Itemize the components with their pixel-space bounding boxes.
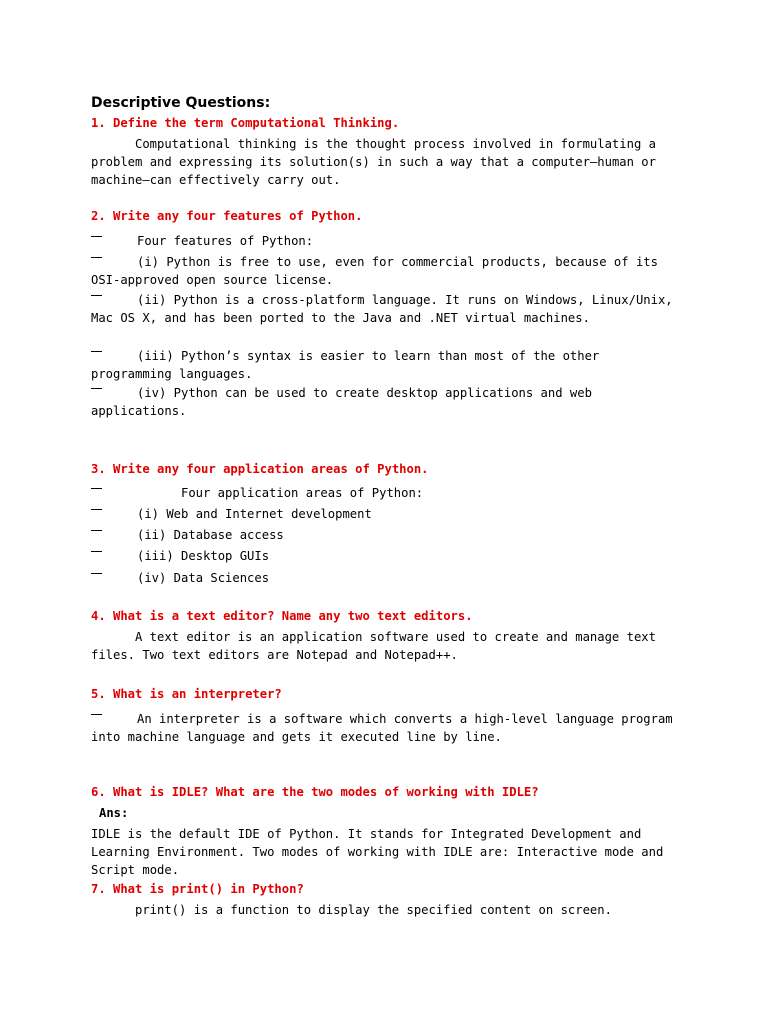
dash-icon	[91, 295, 102, 296]
q2-line-4-text: (iii) Python’s syntax is easier to learn than most of the other programming languages.	[91, 349, 607, 381]
dash-icon	[91, 530, 102, 531]
q2-line-1	[91, 232, 681, 250]
dash-icon	[91, 236, 102, 237]
dash-icon	[91, 551, 102, 552]
section-heading: Descriptive Questions:	[91, 95, 271, 111]
dash-icon	[91, 257, 102, 258]
answer-1-text: Computational thinking is the thought process involved in formulating a problem and expressing its solution(s) in such a way that a computer—human or machine—can effectively carry out.	[91, 137, 664, 187]
q3-line-5-text: (iv) Data Sciences	[137, 571, 270, 585]
q2-line-5-text: (iv) Python can be used to create desktop applications and web applications.	[91, 386, 600, 418]
q3-line-5	[91, 569, 681, 587]
answer-6: IDLE is the default IDE of Python. It stands for Integrated Development and Learning Environment. Two modes of working with IDLE are: Interactive mode and Script mode.	[91, 827, 671, 877]
question-1: 1. Define the term Computational Thinking.	[91, 116, 400, 130]
answer-5-text: An interpreter is a software which converts a high-level language program into machine language and gets it executed line by line.	[91, 712, 680, 744]
question-2: 2. Write any four features of Python.	[91, 209, 363, 223]
dash-icon	[91, 388, 102, 389]
question-3: 3. Write any four application areas of Python.	[91, 462, 429, 476]
q3-line-2-text: (i) Web and Internet development	[137, 507, 372, 521]
dash-icon	[91, 714, 102, 715]
question-6: 6. What is IDLE? What are the two modes of working with IDLE?	[91, 785, 539, 799]
q2-line-4	[91, 347, 681, 383]
q2-line-3-text: (ii) Python is a cross-platform language. It runs on Windows, Linux/Unix, Mac OS X, and has been ported to the Java and .NET virtual machines.	[91, 293, 680, 325]
q2-line-2-text: (i) Python is free to use, even for commercial products, because of its OSI-approved open source license.	[91, 255, 666, 287]
q3-line-4	[91, 547, 681, 565]
question-5: 5. What is an interpreter?	[91, 687, 282, 701]
q2-line-2	[91, 253, 681, 289]
question-4: 4. What is a text editor? Name any two text editors.	[91, 609, 473, 623]
answer-5	[91, 710, 681, 746]
q3-line-3	[91, 526, 681, 544]
answer-7	[91, 901, 681, 919]
q2-line-5	[91, 384, 681, 420]
dash-icon	[91, 509, 102, 510]
q3-line-1	[91, 484, 681, 502]
answer-4-text: A text editor is an application software used to create and manage text files. Two text editors are Notepad and Notepad++.	[91, 630, 664, 662]
q2-line-3	[91, 291, 681, 327]
answer-1	[91, 135, 681, 189]
answer-4	[91, 628, 681, 664]
q3-line-2	[91, 505, 681, 523]
dash-icon	[91, 488, 102, 489]
dash-icon	[91, 351, 102, 352]
answer-7-text: print() is a function to display the specified content on screen.	[135, 903, 612, 917]
q3-line-3-text: (ii) Database access	[137, 528, 284, 542]
question-7: 7. What is print() in Python?	[91, 882, 304, 896]
q2-line-1-text: Four features of Python:	[137, 234, 314, 248]
q3-line-1-text: Four application areas of Python:	[181, 486, 424, 500]
q3-line-4-text: (iii) Desktop GUIs	[137, 549, 270, 563]
ans-label: Ans:	[99, 806, 129, 820]
dash-icon	[91, 573, 102, 574]
